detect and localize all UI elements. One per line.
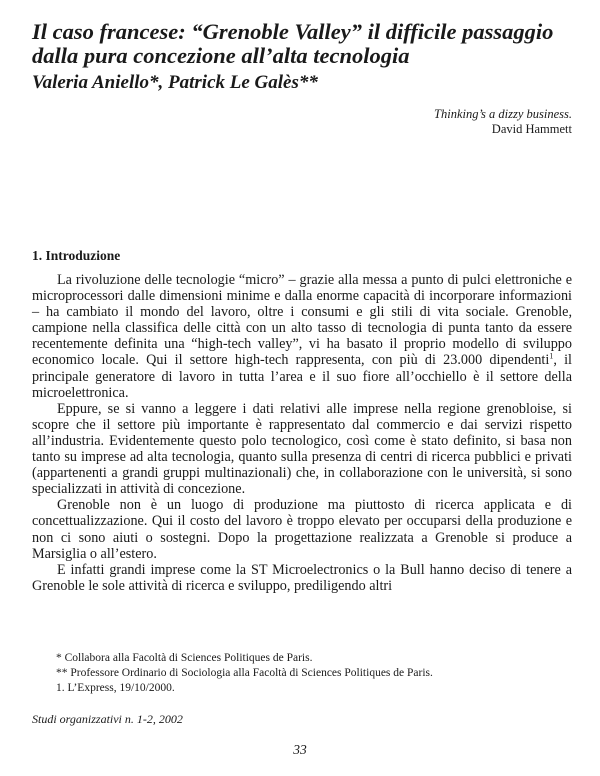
footnote: ** Professore Ordinario di Sociologia alla Facoltà di Sciences Politiques de Paris. bbox=[56, 667, 433, 679]
footnote-reference: 1 bbox=[549, 351, 554, 361]
paragraph bbox=[32, 272, 572, 401]
footnote: 1. L’Express, 19/10/2000. bbox=[56, 682, 175, 694]
journal-citation: Studi organizzativi n. 1-2, 2002 bbox=[32, 712, 183, 726]
body-text bbox=[32, 272, 572, 594]
page-number: 33 bbox=[293, 742, 307, 757]
footnotes bbox=[56, 651, 433, 696]
section-heading: 1. Introduzione bbox=[32, 248, 121, 263]
footnote: * Collabora alla Facoltà di Sciences Politiques de Paris. bbox=[56, 652, 313, 664]
article-authors: Valeria Aniello*, Patrick Le Galès** bbox=[32, 72, 318, 93]
article-title: Il caso francese: “Grenoble Valley” il difficile passaggio dalla pura concezione all’alta tecnologia bbox=[32, 19, 554, 68]
paragraph-text: , il principale generatore di lavoro in tutta l’area e il suo fiore all’occhiello è il settore della microelettronica. bbox=[32, 352, 572, 401]
paragraph-text: La rivoluzione delle tecnologie “micro” – grazie alla messa a punto di pulci elettroniche e microprocessori dalle dimensioni minime e dalla enorme capacità di incorporare informazioni – ha cambiato il mondo del lavoro, oltre i consumi e gli stili di vita sociale. Grenoble, campione nella classifica delle città con un alto tasso di tecnologia di punta tanto da essere recentemente definita una “high-tech valley”, vi ha basato il proprio modello di sviluppo economico locale. Qui il settore high-tech rappresenta, con più di 23.000 dipendenti bbox=[32, 272, 572, 369]
paragraph: E infatti grandi imprese come la ST Microelectronics o la Bull hanno deciso di tenere a Grenoble le sole attività di ricerca e sviluppo, prediligendo altri bbox=[32, 561, 572, 594]
paragraph: Eppure, se si vanno a leggere i dati relativi alle imprese nella regione grenobloise, si scopre che il settore più importante è rappresentato dal commercio e dai servizi rispetto all’industria. Evidentemente questo polo tecnologico, così come è stato definito, si basa non tanto su imprese ad alta tecnologia, quanto sulla presenza di centri di ricerca pubblici e privati (appartenenti a grandi gruppi multinazionali) che, in collaborazione con le università, si sono specializzati in attività di concezione. bbox=[32, 400, 572, 498]
epigraph-quote: Thinking’s a dizzy business. bbox=[434, 107, 572, 121]
paragraph: Grenoble non è un luogo di produzione ma piuttosto di ricerca applicata e di concettualizzazione. Qui il costo del lavoro è troppo elevato per occuparsi della produzione e non ci sono aiuti o sostegni. Dopo la progettazione realizzata a Grenoble si produce a Marsiglia o all’estero. bbox=[32, 497, 572, 562]
epigraph bbox=[434, 107, 572, 137]
epigraph-attribution: David Hammett bbox=[491, 122, 572, 136]
